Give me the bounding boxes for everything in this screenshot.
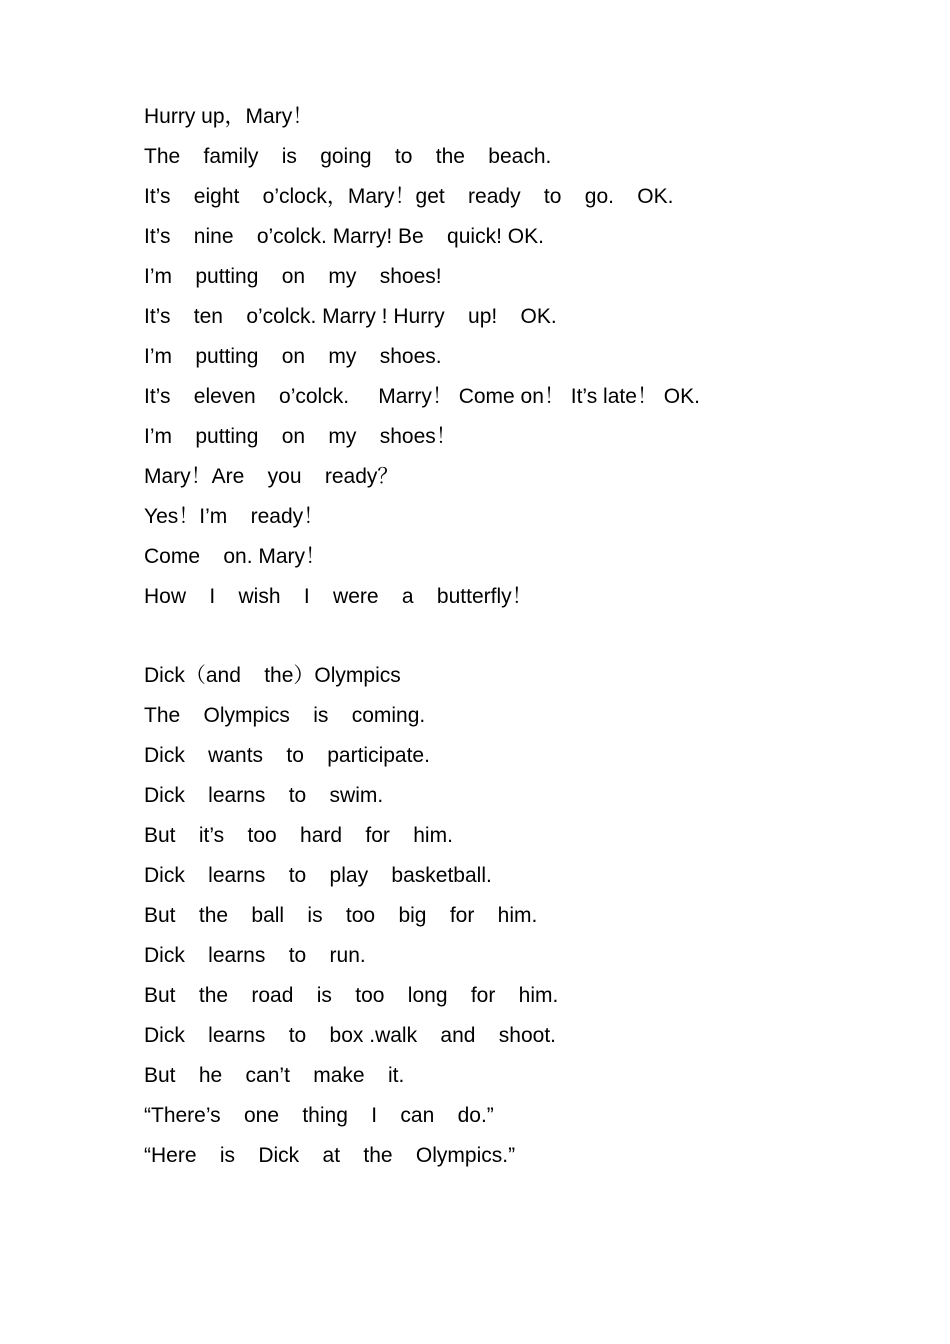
poem-line: Dick learns to box .walk and shoot. bbox=[144, 1024, 557, 1047]
poem-line: It’s nine o’colck. Marry! Be quick! OK. bbox=[144, 225, 544, 248]
poem-dick-and-the-olympics bbox=[144, 656, 904, 1176]
poem-title: Dick（and the）Olympics bbox=[144, 664, 401, 687]
poem-line: But it’s too hard for him. bbox=[144, 824, 453, 847]
poem-line: The Olympics is coming. bbox=[144, 704, 426, 727]
poem-line: The family is going to the beach. bbox=[144, 145, 552, 168]
poem-line: Dick wants to participate. bbox=[144, 744, 430, 767]
document-body bbox=[144, 97, 904, 1176]
poem-line: But he can’t make it. bbox=[144, 1064, 405, 1087]
poem-line: How I wish I were a butterfly！ bbox=[144, 585, 533, 608]
poem-line: It’s ten o’colck. Marry ! Hurry up! OK. bbox=[144, 305, 557, 328]
poem-line: “Here is Dick at the Olympics.” bbox=[144, 1144, 516, 1167]
poem-hurry-up-mary bbox=[144, 97, 904, 617]
poem-line: I’m putting on my shoes! bbox=[144, 265, 442, 288]
blank-line bbox=[144, 617, 904, 656]
poem-line: I’m putting on my shoes！ bbox=[144, 425, 457, 448]
poem-title: Hurry up，Mary！ bbox=[144, 105, 314, 128]
poem-line: Dick learns to run. bbox=[144, 944, 366, 967]
poem-line: Mary！Are you ready？ bbox=[144, 465, 399, 488]
poem-line: But the road is too long for him. bbox=[144, 984, 559, 1007]
poem-line: Dick learns to swim. bbox=[144, 784, 384, 807]
poem-line: It’s eight o’clock，Mary！get ready to go. OK. bbox=[144, 185, 674, 208]
poem-line: Dick learns to play basketball. bbox=[144, 864, 492, 887]
poem-line: “There’s one thing I can do.” bbox=[144, 1104, 494, 1127]
poem-line: I’m putting on my shoes. bbox=[144, 345, 442, 368]
poem-line: Come on. Mary！ bbox=[144, 545, 327, 568]
poem-line: But the ball is too big for him. bbox=[144, 904, 538, 927]
poem-line: It’s eleven o’colck. Marry！ Come on！ It’s late！ OK. bbox=[144, 385, 700, 408]
poem-line: Yes！I’m ready！ bbox=[144, 505, 325, 528]
